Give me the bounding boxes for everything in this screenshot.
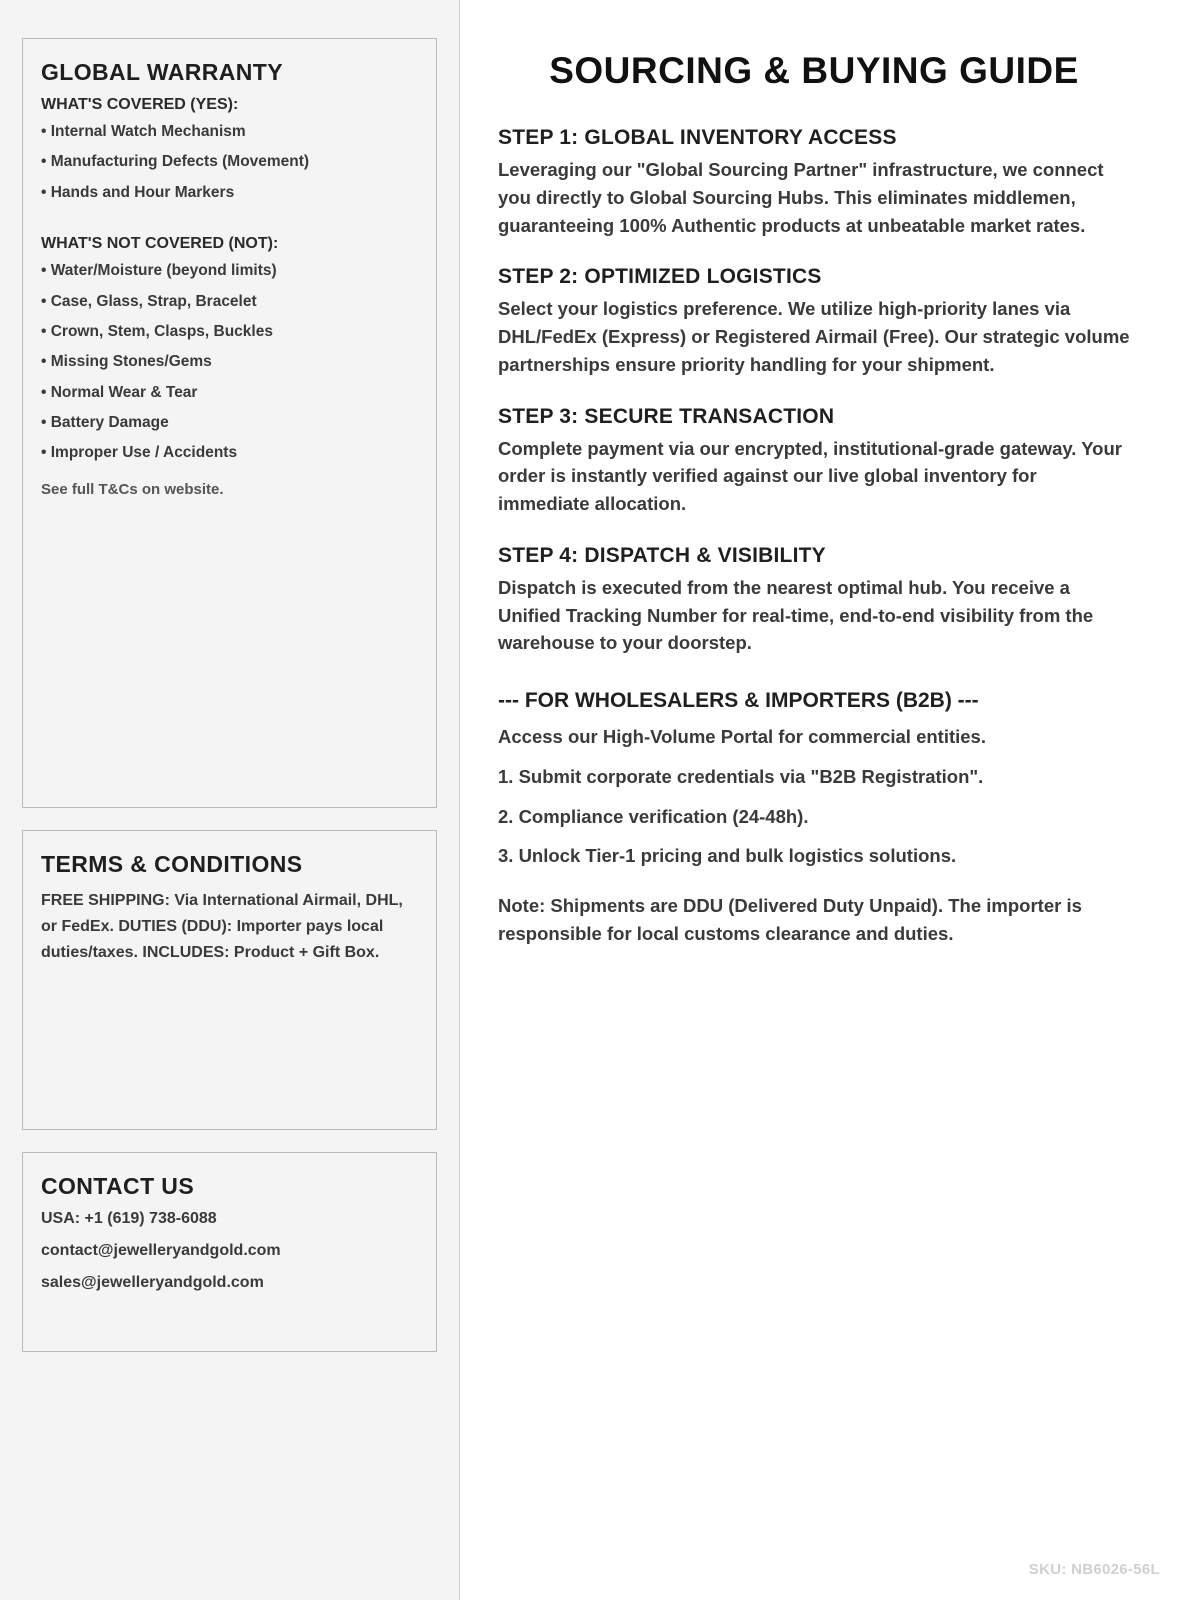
sku-label: SKU: NB6026-56L bbox=[1028, 1561, 1160, 1578]
step-1-body: Leveraging our "Global Sourcing Partner" infrastructure, we connect you directly to Global Sourcing Hubs. This eliminates middlemen, guaranteeing 100% Authentic products at unbeatable market rates. bbox=[498, 159, 1104, 236]
terms-body: FREE SHIPPING: Via International Airmail, DHL, or FedEx. DUTIES (DDU): Importer pays local duties/taxes. INCLUDES: Product + Gift Box. bbox=[41, 892, 403, 961]
list-item: • Crown, Stem, Clasps, Buckles bbox=[41, 322, 273, 340]
main-content bbox=[460, 0, 1200, 1600]
warranty-title: GLOBAL WARRANTY bbox=[41, 59, 283, 85]
warranty-card bbox=[22, 38, 437, 808]
list-item: • Normal Wear & Tear bbox=[41, 383, 198, 401]
step-4-body: Dispatch is executed from the nearest optimal hub. You receive a Unified Tracking Number for real-time, end-to-end visibility from the warehouse to your doorstep. bbox=[498, 576, 1094, 654]
warranty-not-covered-heading: WHAT'S NOT COVERED (NOT): bbox=[41, 235, 279, 253]
list-item: • Internal Watch Mechanism bbox=[41, 123, 246, 140]
step-2-title: STEP 2: OPTIMIZED LOGISTICS bbox=[498, 265, 822, 289]
sidebar bbox=[0, 0, 460, 1600]
list-item: • Improper Use / Accidents bbox=[41, 444, 238, 462]
contact-phone[interactable]: USA: +1 (619) 738-6088 bbox=[41, 1210, 217, 1227]
list-item: • Water/Moisture (beyond limits) bbox=[41, 262, 277, 280]
contact-title: CONTACT US bbox=[41, 1173, 195, 1199]
warranty-covered-heading: WHAT'S COVERED (YES): bbox=[41, 96, 239, 113]
list-item: • Manufacturing Defects (Movement) bbox=[41, 153, 310, 171]
step-4-title: STEP 4: DISPATCH & VISIBILITY bbox=[498, 543, 826, 567]
step-3 bbox=[498, 405, 1130, 518]
contact-email-primary[interactable]: contact@jewelleryandgold.com bbox=[41, 1242, 281, 1259]
contact-email-sales[interactable]: sales@jewelleryandgold.com bbox=[41, 1274, 264, 1291]
list-item: • Hands and Hour Markers bbox=[41, 183, 235, 201]
terms-title: TERMS & CONDITIONS bbox=[41, 851, 303, 877]
b2b-intro: Access our High-Volume Portal for commercial entities. bbox=[498, 726, 986, 747]
step-4 bbox=[498, 544, 1130, 657]
page-title: SOURCING & BUYING GUIDE bbox=[549, 50, 1079, 91]
b2b-note: Note: Shipments are DDU (Delivered Duty Unpaid). The importer is responsible for local customs clearance and duties. bbox=[498, 895, 1082, 944]
b2b-heading: --- FOR WHOLESALERS & IMPORTERS (B2B) --- bbox=[498, 689, 979, 712]
step-2 bbox=[498, 265, 1130, 378]
contact-card bbox=[22, 1152, 437, 1352]
step-1 bbox=[498, 126, 1130, 239]
step-3-body: Complete payment via our encrypted, institutional-grade gateway. Your order is instantly verified against our live global inventory for immediate allocation. bbox=[498, 437, 1122, 514]
b2b-step-2: 2. Compliance verification (24-48h). bbox=[498, 805, 809, 827]
step-1-title: STEP 1: GLOBAL INVENTORY ACCESS bbox=[498, 126, 897, 149]
list-item: • Missing Stones/Gems bbox=[41, 353, 212, 371]
b2b-step-1: 1. Submit corporate credentials via "B2B Registration". bbox=[498, 765, 984, 787]
terms-card bbox=[22, 830, 437, 1130]
step-2-body: Select your logistics preference. We utilize high-priority lanes via DHL/FedEx (Express) or Registered Airmail (Free). Our strategic volume partnerships ensure priority handling for your shipment. bbox=[498, 298, 1130, 375]
step-3-title: STEP 3: SECURE TRANSACTION bbox=[498, 404, 835, 428]
list-item: • Battery Damage bbox=[41, 414, 169, 431]
section-spacer bbox=[41, 213, 418, 235]
warranty-footnote: See full T&Cs on website. bbox=[41, 480, 224, 498]
b2b-step-3: 3. Unlock Tier-1 pricing and bulk logistics solutions. bbox=[498, 845, 957, 867]
list-item: • Case, Glass, Strap, Bracelet bbox=[41, 292, 257, 310]
